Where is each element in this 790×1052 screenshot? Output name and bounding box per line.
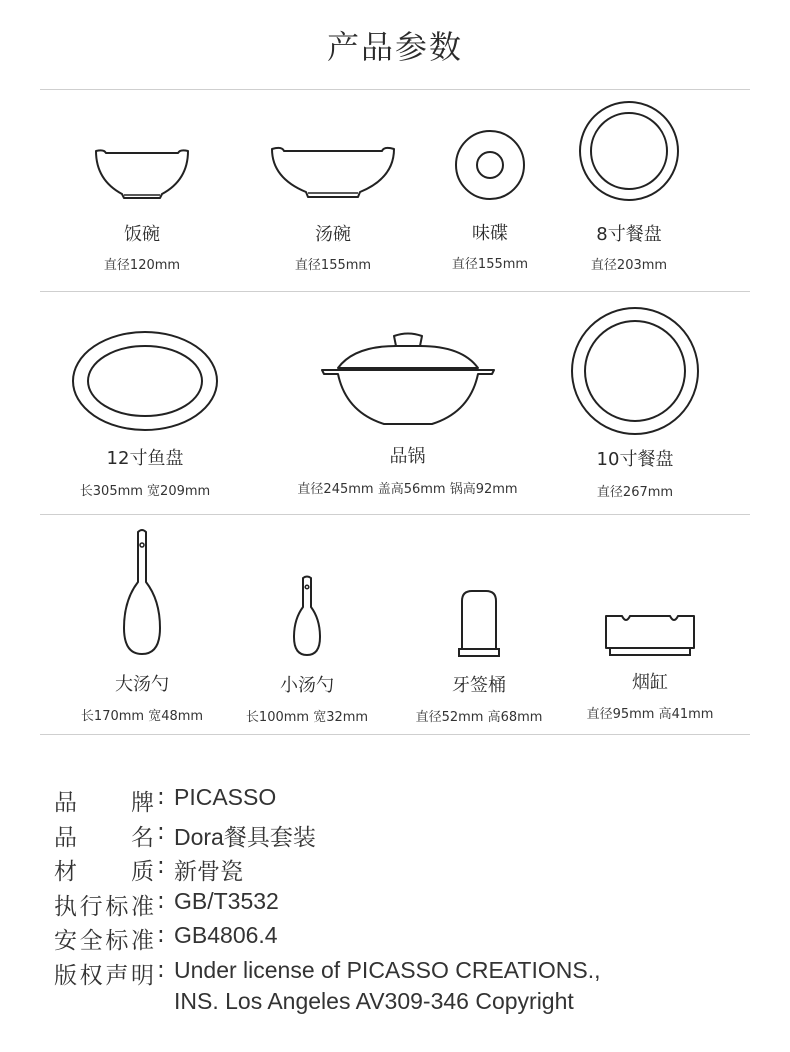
item-name: 牙签桶 bbox=[452, 675, 506, 696]
item-dimension: 长305mm 宽209mm bbox=[79, 484, 211, 499]
divider-top bbox=[40, 89, 750, 90]
divider-row1 bbox=[40, 291, 750, 292]
pot-icon bbox=[320, 332, 496, 428]
item-name: 品锅 bbox=[389, 446, 426, 467]
divider-row2 bbox=[40, 514, 750, 515]
plate-10inch-icon bbox=[570, 306, 700, 436]
fish-plate-icon bbox=[71, 330, 219, 432]
item-dimension: 长100mm 宽32mm bbox=[245, 710, 369, 725]
item-name: 烟缸 bbox=[632, 672, 668, 693]
product-12inch-fish-plate bbox=[60, 330, 230, 499]
spec-label: 品 牌 bbox=[54, 790, 154, 816]
spec-value: GB/T3532 bbox=[174, 887, 279, 914]
spec-row-brand bbox=[54, 784, 754, 819]
item-dimension: 直径155mm bbox=[451, 257, 529, 272]
item-name: 味碟 bbox=[472, 223, 508, 244]
item-name: 小汤勺 bbox=[280, 675, 334, 696]
item-dimension: 直径245mm 盖高56mm 锅高92mm bbox=[297, 482, 518, 497]
spec-row-copyright bbox=[54, 957, 754, 1021]
item-dimension: 直径52mm 高68mm bbox=[415, 710, 543, 725]
product-8inch-plate bbox=[566, 100, 692, 273]
product-small-spoon bbox=[232, 575, 382, 725]
item-dimension: 长170mm 宽48mm bbox=[80, 709, 204, 724]
spec-colon: : bbox=[157, 922, 165, 948]
spec-value: Under license of PICASSO CREATIONS., bbox=[174, 956, 601, 983]
page-title: 产品参数 bbox=[326, 28, 463, 66]
spec-row-safety-standard bbox=[54, 922, 754, 957]
spec-label: 安 全 标 准 bbox=[54, 928, 154, 954]
spec-list bbox=[54, 784, 754, 1021]
spec-value: GB4806.4 bbox=[174, 922, 278, 948]
product-soup-bowl bbox=[258, 140, 408, 273]
spec-value: PICASSO bbox=[174, 784, 277, 810]
divider-row3 bbox=[40, 734, 750, 735]
item-name: 汤碗 bbox=[315, 224, 351, 245]
item-name: 8寸餐盘 bbox=[596, 224, 662, 245]
spec-colon: : bbox=[157, 784, 165, 810]
product-toothpick-holder bbox=[400, 589, 558, 725]
item-name: 大汤勺 bbox=[115, 674, 169, 695]
spec-colon: : bbox=[157, 887, 165, 914]
spec-label: 品 名 bbox=[54, 824, 154, 851]
spec-value-line2: INS. Los Angeles AV309-346 Copyright bbox=[174, 987, 574, 1014]
spec-colon: : bbox=[157, 956, 165, 983]
soup-bowl-icon bbox=[268, 140, 398, 202]
product-ashtray bbox=[572, 612, 728, 722]
product-pot bbox=[275, 332, 540, 497]
item-dimension: 直径120mm bbox=[103, 258, 181, 273]
spec-label: 版 权 声 明 bbox=[54, 962, 154, 989]
spec-colon: : bbox=[157, 853, 165, 879]
spec-value: Dora餐具套装 bbox=[174, 823, 316, 850]
item-dimension: 直径203mm bbox=[590, 258, 668, 273]
spec-colon: : bbox=[157, 818, 165, 845]
large-spoon-icon bbox=[120, 528, 164, 656]
item-name: 饭碗 bbox=[124, 224, 160, 245]
product-large-spoon bbox=[62, 528, 222, 724]
product-sauce-dish bbox=[430, 129, 550, 272]
ashtray-icon bbox=[602, 612, 698, 658]
spec-label: 执 行 标 准 bbox=[54, 893, 154, 920]
spec-row-exec-standard bbox=[54, 888, 754, 923]
rice-bowl-icon bbox=[92, 140, 192, 202]
item-name: 10寸餐盘 bbox=[596, 449, 674, 470]
sauce-dish-icon bbox=[454, 129, 526, 201]
toothpick-holder-icon bbox=[456, 589, 502, 659]
product-rice-bowl bbox=[72, 140, 212, 273]
spec-value: 新骨瓷 bbox=[174, 858, 243, 884]
spec-row-material bbox=[54, 853, 754, 888]
spec-label: 材 质 bbox=[54, 859, 154, 885]
item-dimension: 直径95mm 高41mm bbox=[586, 707, 714, 722]
item-name: 12寸鱼盘 bbox=[106, 448, 184, 469]
small-spoon-icon bbox=[292, 575, 322, 657]
product-10inch-plate bbox=[565, 306, 705, 500]
item-dimension: 直径155mm bbox=[294, 258, 372, 273]
plate-8inch-icon bbox=[578, 100, 680, 202]
item-dimension: 直径267mm bbox=[596, 485, 674, 500]
spec-row-product-name bbox=[54, 819, 754, 854]
